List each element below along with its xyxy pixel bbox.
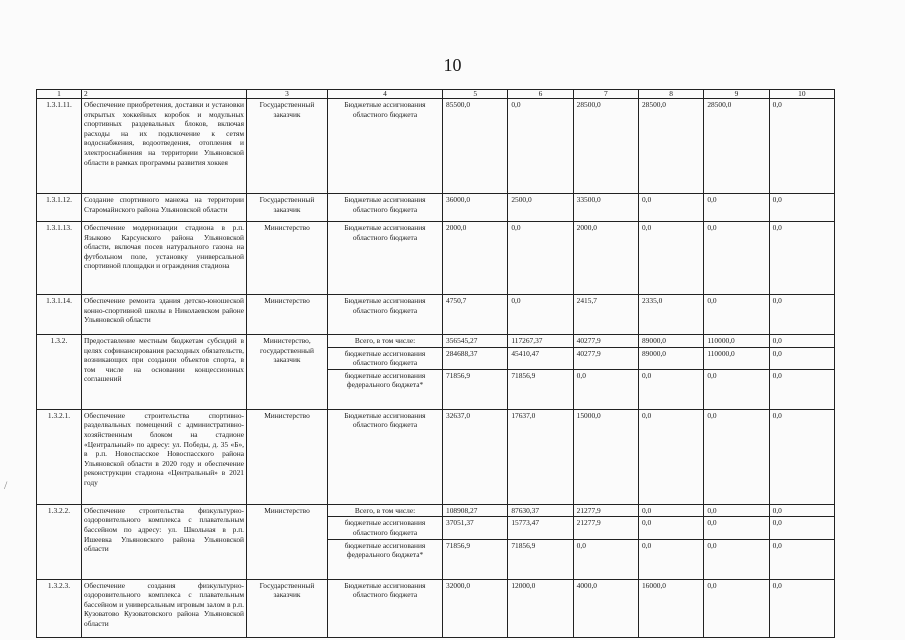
row-title: Обеспечение строительства спортивно-разделвальных помещений с административно-хозяйственным блоком на стадионе «Центральный» по адресу: ул. Победы, д. 35 «Б», в р.п. Новоспасское Новоспасского района Ульяновской области в 2020 году и обеспечение реконструкции стадиона «Центральный» в 2021 году (82, 409, 247, 504)
amount-cell: 36000,0 (443, 194, 508, 222)
row-number: 1.3.2.3. (37, 579, 82, 637)
amount-cell: 0,0 (769, 295, 834, 335)
amount-cell: 0,0 (638, 222, 703, 295)
row-executor: Министерство, государственный заказчик (247, 335, 328, 410)
amount-cell: 28500,0 (638, 99, 703, 194)
amount-cell: 0,0 (573, 369, 638, 409)
amount-cell: 4750,7 (443, 295, 508, 335)
column-header: 9 (704, 90, 769, 99)
funding-source: Бюджетные ассигнования областного бюджета (328, 295, 443, 335)
amount-cell: 71856,9 (443, 539, 508, 579)
amount-cell: 0,0 (769, 347, 834, 369)
amount-cell: 37051,37 (443, 517, 508, 539)
amount-cell: 40277,9 (573, 335, 638, 348)
amount-cell: 0,0 (769, 579, 834, 637)
amount-cell: 32637,0 (443, 409, 508, 504)
amount-cell: 12000,0 (508, 579, 573, 637)
funding-source: бюджетные ассигнования областного бюджета (328, 517, 443, 539)
row-number: 1.3.2.2. (37, 504, 82, 579)
page-number: 10 (443, 55, 462, 75)
funding-source: бюджетные ассигнования областного бюджета (328, 347, 443, 369)
amount-cell: 0,0 (704, 194, 769, 222)
amount-cell: 28500,0 (573, 99, 638, 194)
amount-cell: 40277,9 (573, 347, 638, 369)
amount-cell: 0,0 (508, 222, 573, 295)
amount-cell: 2500,0 (508, 194, 573, 222)
row-title: Обеспечение приобретения, доставки и установки открытых хоккейных коробок и модульных спортивных раздевальных блоков, включая расходы на их подключение к сетям водоснабжения, водоотведения, отопления и электроснабжения на территории Ульяновской области в рамках программы развития хоккея (82, 99, 247, 194)
table-row (37, 504, 835, 517)
column-header: 6 (508, 90, 573, 99)
row-number: 1.3.1.12. (37, 194, 82, 222)
amount-cell: 0,0 (638, 517, 703, 539)
amount-cell: 0,0 (704, 539, 769, 579)
row-number: 1.3.1.11. (37, 99, 82, 194)
amount-cell: 85500,0 (443, 99, 508, 194)
amount-cell: 0,0 (769, 504, 834, 517)
amount-cell: 0,0 (704, 579, 769, 637)
table-body (37, 99, 835, 638)
row-title: Обеспечение строительства физкультурно-оздоровительного комплекса с плавательным бассейном по адресу: ул. Школьная в р.п. Ишеевка Ульяновского района Ульяновской области (82, 504, 247, 579)
column-header: 4 (328, 90, 443, 99)
table-row (37, 409, 835, 504)
amount-cell: 0,0 (704, 295, 769, 335)
amount-cell: 0,0 (769, 539, 834, 579)
amount-cell: 108908,27 (443, 504, 508, 517)
amount-cell: 0,0 (704, 517, 769, 539)
row-title: Обеспечение ремонта здания детско-юношеской конно-спортивной школы в Николаевском районе Ульяновской области (82, 295, 247, 335)
amount-cell: 284688,37 (443, 347, 508, 369)
funding-source: Всего, в том числе: (328, 504, 443, 517)
amount-cell: 15000,0 (573, 409, 638, 504)
column-header: 2 (82, 90, 247, 99)
column-header: 5 (443, 90, 508, 99)
funding-source: Бюджетные ассигнования областного бюджета (328, 99, 443, 194)
funding-source: Всего, в том числе: (328, 335, 443, 348)
amount-cell: 21277,9 (573, 517, 638, 539)
row-title: Создание спортивного манежа на территории Старомайнского района Ульяновской области (82, 194, 247, 222)
amount-cell: 33500,0 (573, 194, 638, 222)
column-header: 3 (247, 90, 328, 99)
amount-cell: 356545,27 (443, 335, 508, 348)
column-header: 7 (573, 90, 638, 99)
row-number: 1.3.1.14. (37, 295, 82, 335)
amount-cell: 16000,0 (638, 579, 703, 637)
table-row (37, 194, 835, 222)
amount-cell: 2000,0 (573, 222, 638, 295)
amount-cell: 0,0 (769, 335, 834, 348)
table-row (37, 295, 835, 335)
amount-cell: 0,0 (704, 504, 769, 517)
table-row (37, 99, 835, 194)
amount-cell: 0,0 (638, 409, 703, 504)
amount-cell: 2335,0 (638, 295, 703, 335)
row-title: Обеспечение создания физкультурно-оздоровительного комплекса с плавательным бассейном и универсальным игровым залом в р.п. Кузоватово Кузоватовского района Ульяновской области (82, 579, 247, 637)
amount-cell: 0,0 (704, 409, 769, 504)
amount-cell: 0,0 (638, 504, 703, 517)
amount-cell: 71856,9 (443, 369, 508, 409)
row-title: Обеспечение модернизации стадиона в р.п. Языково Карсунского района Ульяновской области, включая посев натурального газона на футбольном поле, установку универсальной спортивной площадки и ограждения стадиона (82, 222, 247, 295)
row-number: 1.3.1.13. (37, 222, 82, 295)
row-executor: Министерство (247, 409, 328, 504)
amount-cell: 4000,0 (573, 579, 638, 637)
amount-cell: 0,0 (508, 99, 573, 194)
amount-cell: 71856,9 (508, 369, 573, 409)
amount-cell: 87630,37 (508, 504, 573, 517)
amount-cell: 0,0 (769, 517, 834, 539)
funding-source: бюджетные ассигнования федерального бюджета* (328, 539, 443, 579)
amount-cell: 110000,0 (704, 347, 769, 369)
amount-cell: 0,0 (508, 295, 573, 335)
funding-source: Бюджетные ассигнования областного бюджета (328, 579, 443, 637)
amount-cell: 89000,0 (638, 347, 703, 369)
amount-cell: 45410,47 (508, 347, 573, 369)
amount-cell: 17637,0 (508, 409, 573, 504)
amount-cell: 71856,9 (508, 539, 573, 579)
column-header-row (37, 90, 835, 99)
column-header: 10 (769, 90, 834, 99)
amount-cell: 89000,0 (638, 335, 703, 348)
row-number: 1.3.2.1. (37, 409, 82, 504)
amount-cell: 28500,0 (704, 99, 769, 194)
amount-cell: 0,0 (769, 194, 834, 222)
amount-cell: 0,0 (638, 369, 703, 409)
row-executor: Министерство (247, 222, 328, 295)
row-title: Предоставление местным бюджетам субсидий в целях софинансирования расходных обязательств, возникающих при создании объектов спорта, в том числе на основании концессионных соглашений (82, 335, 247, 410)
amount-cell: 0,0 (573, 539, 638, 579)
amount-cell: 21277,9 (573, 504, 638, 517)
amount-cell: 32000,0 (443, 579, 508, 637)
table-row (37, 335, 835, 348)
amount-cell: 110000,0 (704, 335, 769, 348)
amount-cell: 0,0 (769, 222, 834, 295)
funding-source: Бюджетные ассигнования областного бюджета (328, 194, 443, 222)
row-executor: Государственный заказчик (247, 579, 328, 637)
amount-cell: 0,0 (638, 194, 703, 222)
funding-source: Бюджетные ассигнования областного бюджета (328, 409, 443, 504)
row-number: 1.3.2. (37, 335, 82, 410)
row-executor: Государственный заказчик (247, 194, 328, 222)
row-executor: Министерство (247, 504, 328, 579)
row-executor: Государственный заказчик (247, 99, 328, 194)
amount-cell: 117267,37 (508, 335, 573, 348)
amount-cell: 0,0 (704, 222, 769, 295)
amount-cell: 15773,47 (508, 517, 573, 539)
amount-cell: 0,0 (769, 369, 834, 409)
amount-cell: 0,0 (704, 369, 769, 409)
amount-cell: 2000,0 (443, 222, 508, 295)
margin-mark: / (4, 478, 8, 492)
table-row (37, 222, 835, 295)
amount-cell: 2415,7 (573, 295, 638, 335)
table-row (37, 579, 835, 637)
funding-source: бюджетные ассигнования федерального бюджета* (328, 369, 443, 409)
column-header: 8 (638, 90, 703, 99)
column-header: 1 (37, 90, 82, 99)
row-executor: Министерство (247, 295, 328, 335)
budget-table (36, 89, 835, 638)
amount-cell: 0,0 (769, 99, 834, 194)
amount-cell: 0,0 (638, 539, 703, 579)
funding-source: Бюджетные ассигнования областного бюджета (328, 222, 443, 295)
amount-cell: 0,0 (769, 409, 834, 504)
